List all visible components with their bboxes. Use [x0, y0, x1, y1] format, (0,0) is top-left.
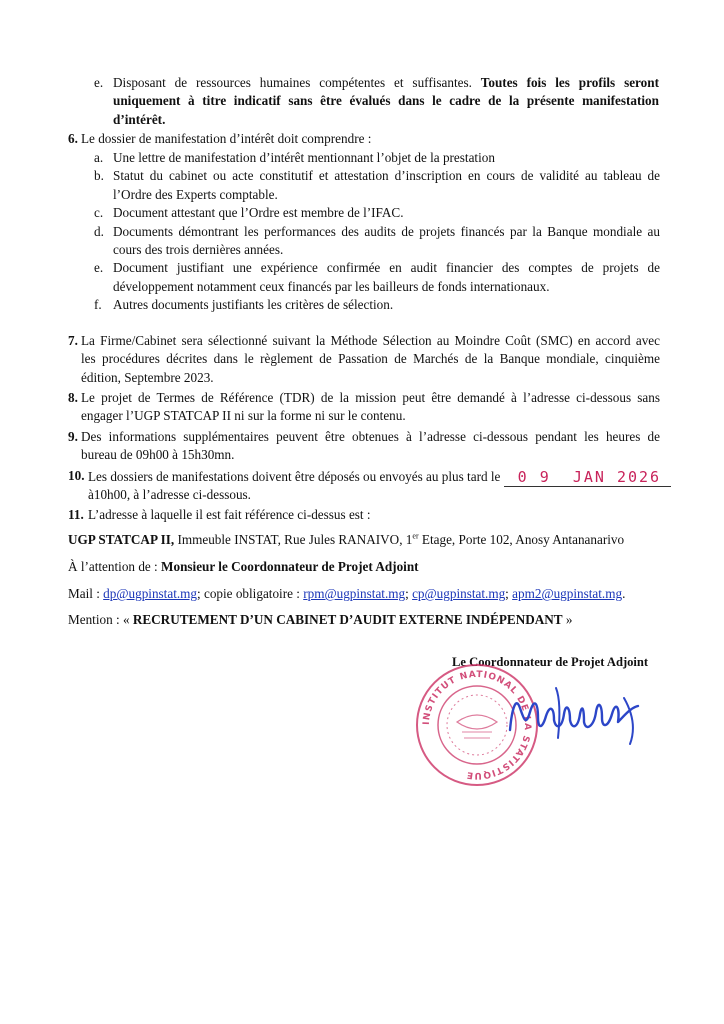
date-stamp: 0 9 JAN 2026 — [504, 468, 671, 487]
section-8 — [68, 389, 660, 426]
mail-link-copy[interactable]: rpm@ugpinstat.mg — [303, 586, 406, 601]
item-label: d. — [94, 223, 104, 239]
list-item-e — [94, 259, 660, 296]
mention-title: RECRUTEMENT D’UN CABINET D’AUDIT EXTERNE INDÉPENDANT — [132, 612, 563, 627]
section-number: 9. — [68, 429, 78, 444]
address-line — [68, 531, 668, 549]
item-e-line1: Disposant de ressources humaines compétentes et suffisantes. — [113, 75, 472, 90]
section-6 — [68, 130, 660, 148]
mail-link-copy[interactable]: cp@ugpinstat.mg — [412, 586, 506, 601]
item-label: c. — [94, 205, 104, 221]
mention-line — [68, 611, 688, 629]
mention-prefix: Mention : « — [68, 612, 130, 627]
section-10-line2: à10h00, à l’adresse ci-dessous. — [88, 487, 251, 503]
attention-line — [68, 558, 668, 576]
item-label: a. — [94, 150, 104, 165]
signatory-title-text: Le Coordonnateur de Projet Adjoint — [452, 655, 649, 669]
item-text: développement notamment ceux financés par les bailleurs de fonds internationaux. — [113, 278, 550, 294]
attention-prefix: À l’attention de : — [68, 559, 158, 574]
section-11 — [68, 506, 660, 524]
list-item-d — [94, 223, 660, 260]
address-org: UGP STATCAP II, — [68, 532, 175, 547]
section-number: 8. — [68, 390, 78, 405]
section-8-line: Le projet de Termes de Référence (TDR) de la mission peut être demandé à l’adresse ci-dessous sans — [81, 390, 660, 405]
seal-text: INSTITUT NATIONAL DE LA STATISTIQUE — [421, 669, 533, 781]
mail-link-copy[interactable]: apm2@ugpinstat.mg — [512, 586, 623, 601]
section-7-line: édition, Septembre 2023. — [81, 369, 214, 385]
item-text: l’Ordre des Experts comptable. — [113, 186, 278, 202]
list-item-b — [94, 167, 660, 204]
section-number: 11. — [68, 507, 84, 522]
item-text: cours des trois dernières années. — [113, 242, 284, 258]
section-8-line: engager l’UGP STATCAP II ni sur la forme ni sur le contenu. — [81, 408, 406, 424]
item-text: Autres documents justifiants les critères de sélection. — [113, 297, 394, 313]
section-number: 10. — [68, 468, 85, 483]
section-9-line: Des informations supplémentaires peuvent être obtenues à l’adresse ci-dessous pendant les heures de — [81, 429, 660, 444]
section-11-text: L’adresse à laquelle il est fait référence ci-dessus est : — [88, 507, 371, 522]
section-number: 7. — [68, 333, 78, 348]
section-9-line: bureau de 09h00 à 15h30mn. — [81, 447, 235, 463]
list-item-f — [94, 296, 660, 314]
attention-name: Monsieur le Coordonnateur de Projet Adjoint — [161, 559, 419, 574]
item-e-line2: uniquement à titre indicatif sans être évalués dans le cadre de la présente manifestation — [113, 93, 659, 109]
item-label: f. — [94, 297, 102, 313]
section-6-list — [94, 149, 660, 315]
handwritten-signature — [498, 668, 658, 758]
item-e-line1-bold: Toutes fois les profils seront — [480, 75, 659, 90]
item-text: Une lettre de manifestation d’intérêt mentionnant l’objet de la prestation — [113, 150, 495, 165]
item-text: Statut du cabinet ou acte constitutif et attestation d’inscription en cours de validité au tableau de — [113, 168, 660, 184]
address-rest2: Etage, Porte 102, Anosy Antananarivo — [421, 532, 625, 547]
item-text: Document justifiant une expérience confirmée en audit financier des comptes de projets de — [113, 260, 660, 276]
mail-prefix: Mail : — [68, 586, 100, 601]
item-label: b. — [94, 168, 104, 184]
section-7 — [68, 332, 660, 387]
address-rest: Immeuble INSTAT, Rue Jules RANAIVO, 1 — [177, 532, 413, 547]
section-number: 6. — [68, 131, 78, 146]
section-6-text: Le dossier de manifestation d’intérêt doit comprendre : — [81, 131, 372, 146]
mail-link-main[interactable]: dp@ugpinstat.mg — [103, 586, 198, 601]
section-10 — [68, 467, 660, 505]
mail-line: Mail : dp@ugpinstat.mg; copie obligatoire : rpm@ugpinstat.mg; cp@ugpinstat.mg; apm2@ugpinstat.mg. — [68, 586, 626, 601]
section-7-line: La Firme/Cabinet sera sélectionné suivant la Méthode Sélection au Moindre Coût (SMC) en accord avec — [81, 333, 660, 348]
item-label: e. — [94, 75, 104, 90]
item-label: e. — [94, 260, 104, 276]
item-e-line3: d’intérêt. — [113, 111, 166, 127]
section-7-line: les procédures décrites dans le règlement de Passation de Marchés de la Banque mondiale, cinquième — [81, 351, 660, 367]
section-10-line1: Les dossiers de manifestations doivent être déposés ou envoyés au plus tard le — [88, 469, 501, 484]
list-item-a — [94, 149, 660, 167]
list-item-c — [94, 204, 660, 222]
item-e-qualifications — [94, 74, 659, 129]
mail-end: . — [622, 586, 626, 601]
section-9 — [68, 428, 660, 465]
address-sup: er — [412, 531, 419, 541]
mention-suffix: » — [565, 612, 573, 627]
mail-copy-prefix: ; copie obligatoire : — [197, 586, 300, 601]
item-text: Document attestant que l’Ordre est membre de l’IFAC. — [113, 205, 404, 221]
item-text: Documents démontrant les performances des audits de projets financés par la Banque mondiale au — [113, 223, 660, 239]
